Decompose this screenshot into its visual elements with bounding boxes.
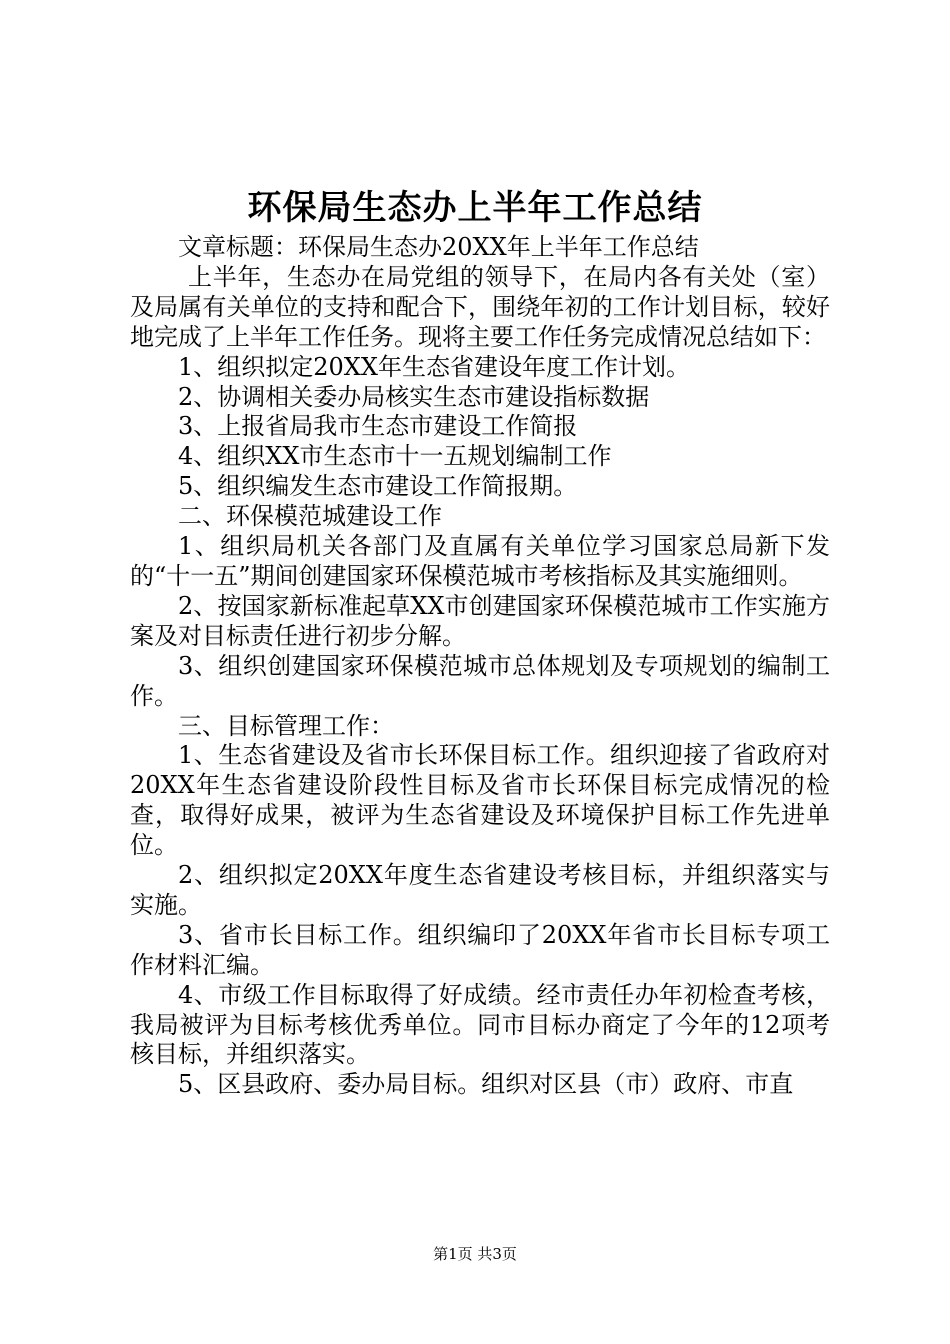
list-item: 1、组织拟定20XX年生态省建设年度工作计划。	[178, 352, 690, 381]
list-item: 5、组织编发生态市建设工作简报期。	[178, 472, 578, 501]
document-title: 环保局生态办上半年工作总结	[247, 188, 703, 228]
document-body	[130, 233, 830, 1100]
list-item: 2、协调相关委办局核实生态市建设指标数据	[178, 382, 650, 411]
list-item: 5、区县政府、委办局目标。组织对区县（市）政府、市直	[178, 1070, 794, 1099]
list-item: 2、按国家新标准起草XX市创建国家环保模范城市工作实施方案及对目标责任进行初步分解。	[130, 591, 830, 650]
list-item: 3、组织创建国家环保模范城市总体规划及专项规划的编制工作。	[130, 651, 830, 710]
list-item: 1、生态省建设及省市长环保目标工作。组织迎接了省政府对20XX年生态省建设阶段性目标及省市长环保目标完成情况的检查，取得好成果，被评为生态省建设及环境保护目标工作先进单位。	[130, 741, 830, 860]
list-item: 2、组织拟定20XX年度生态省建设考核目标，并组织落实与实施。	[130, 861, 830, 919]
list-item: 3、省市长目标工作。组织编印了20XX年省市长目标专项工作材料汇编。	[130, 920, 830, 979]
section-heading: 二、环保模范城建设工作	[178, 502, 442, 531]
page-number-footer: 第1页 共3页	[433, 1245, 517, 1263]
list-item: 4、组织XX市生态市十一五规划编制工作	[178, 442, 612, 471]
list-item: 4、市级工作目标取得了好成绩。经市责任办年初检查考核，我局被评为目标考核优秀单位。同市目标办商定了今年的12项考核目标，并组织落实。	[130, 980, 830, 1069]
intro-paragraph: 上半年，生态办在局党组的领导下，在局内各有关处（室）及局属有关单位的支持和配合下，围绕年初的工作计划目标，较好地完成了上半年工作任务。现将主要工作任务完成情况总结如下：	[130, 262, 830, 351]
section-heading: 三、目标管理工作：	[178, 711, 394, 740]
article-title-line: 文章标题：环保局生态办20XX年上半年工作总结	[178, 233, 699, 261]
list-item: 3、上报省局我市生态市建设工作简报	[178, 412, 578, 441]
list-item: 1、组织局机关各部门及直属有关单位学习国家总局新下发的“十一五”期间创建国家环保模范城市考核指标及其实施细则。	[130, 532, 830, 590]
